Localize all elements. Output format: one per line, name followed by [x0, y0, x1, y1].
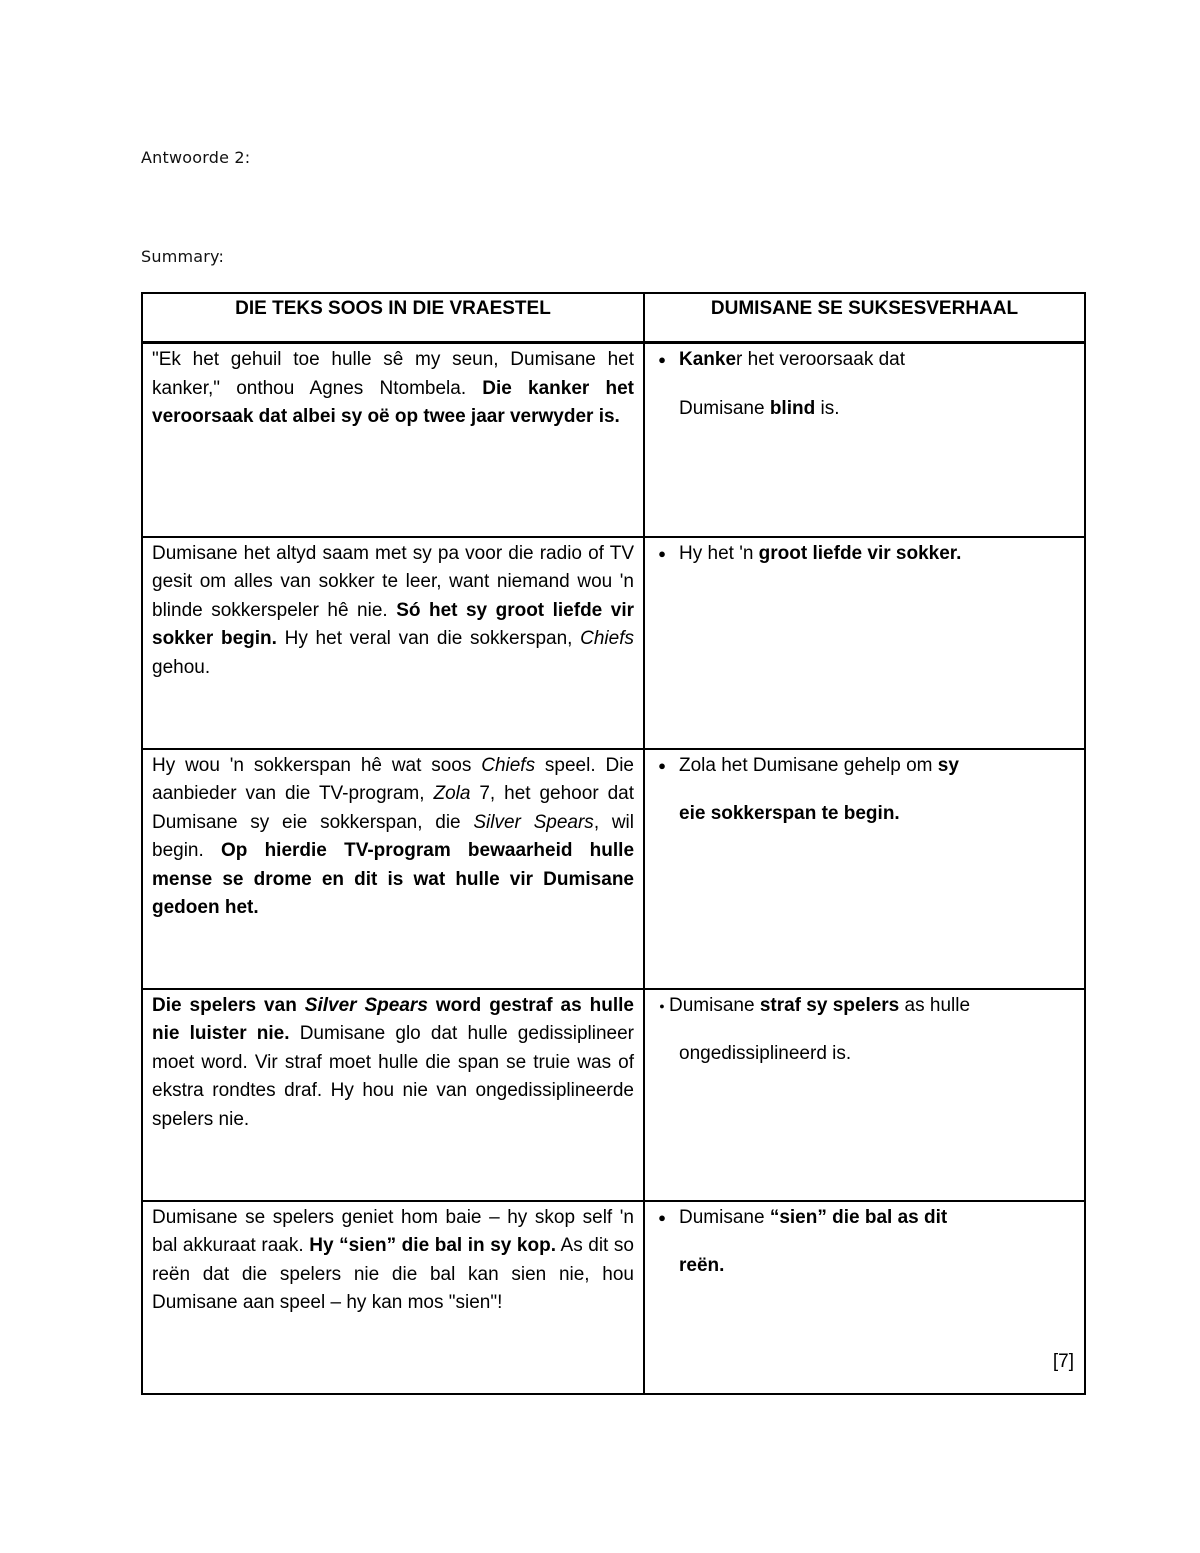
summary-heading: Summary:	[141, 247, 225, 266]
text-run: Dumisane het altyd saam met sy pa voor die radio of TV gesit om alles van sokker te leer, want niemand wou 'n blinde sokkerspeler hê nie.	[152, 542, 634, 621]
marks-total: [7]	[1052, 1351, 1074, 1372]
text-run: Hy het 'n	[679, 542, 759, 564]
summary-line	[645, 1040, 1075, 1069]
exam-text-cell	[142, 537, 644, 749]
text-run: word gestraf as hulle nie luister nie.	[152, 994, 634, 1044]
text-run: eie sokkerspan te begin.	[679, 803, 900, 824]
text-run: , wil begin.	[152, 811, 634, 861]
table-header-row	[142, 293, 1085, 343]
text-run: Hy “sien” die bal in sy kop.	[309, 1235, 556, 1256]
summary-cell	[644, 343, 1085, 537]
column-header-exam-text: DIE TEKS SOOS IN DIE VRAESTEL	[142, 293, 644, 343]
text-run: Silver Spears	[304, 994, 428, 1016]
text-run: Die kanker het veroorsaak dat albei sy oë op twee jaar verwyder is.	[152, 377, 634, 427]
summary-line	[669, 992, 1075, 1021]
text-run: reën.	[679, 1255, 725, 1276]
text-run: Dumisane se spelers geniet hom baie – hy skop self 'n bal akkuraat raak.	[152, 1206, 634, 1256]
bullet-icon: ●	[659, 1000, 665, 1011]
text-run: Chiefs	[580, 628, 634, 649]
text-run: Dumisane	[679, 397, 770, 419]
text-run: as hulle	[899, 994, 971, 1016]
text-run: “sien” die bal as dit	[769, 1206, 948, 1228]
text-run: Zola	[433, 783, 471, 804]
exam-text-cell	[142, 343, 644, 537]
table-row	[142, 749, 1085, 989]
summary-line	[679, 540, 1075, 569]
text-run: r het veroorsaak dat	[736, 349, 906, 370]
bullet-icon: ●	[658, 352, 666, 367]
summary-cell	[644, 537, 1085, 749]
summary-table	[141, 292, 1086, 1395]
summary-cell	[644, 1201, 1085, 1394]
text-run: sy	[937, 754, 959, 776]
table-row	[142, 989, 1085, 1201]
text-run: Kanke	[679, 349, 737, 370]
text-run: straf sy spelers	[759, 994, 900, 1016]
text-run: is.	[815, 397, 840, 419]
column-header-success-story: DUMISANE SE SUKSESVERHAAL	[644, 293, 1085, 343]
text-run: "Ek het gehuil toe hulle sê my seun, Dumisane het kanker," onthou Agnes Ntombela.	[152, 349, 634, 399]
text-run: Dumisane	[669, 994, 760, 1016]
answers-heading: Antwoorde 2:	[141, 148, 251, 167]
text-run: Dumisane glo dat hulle gedissiplineer moet word. Vir straf moet hulle die span se truie was of ekstra rondtes draf. Hy hou nie van ongedissiplineerde spelers nie.	[152, 1023, 634, 1130]
text-run: Hy wou 'n sokkerspan hê wat soos	[152, 754, 482, 776]
summary-line	[679, 752, 1075, 781]
exam-text-cell	[142, 749, 644, 989]
text-run: Chiefs	[481, 754, 536, 776]
text-run: Hy het veral van die sokkerspan,	[276, 628, 581, 649]
text-run: Op hierdie TV-program bewaarheid hulle mense se drome en dit is wat hulle vir Dumisane gedoen het.	[152, 840, 635, 918]
summary-line	[679, 1204, 1075, 1233]
text-run: blind	[769, 397, 816, 419]
summary-line	[645, 1252, 1075, 1281]
exam-text-cell	[142, 1201, 644, 1394]
bullet-icon: ●	[658, 757, 666, 773]
text-run: Zola het Dumisane gehelp om	[679, 754, 938, 776]
summary-cell	[644, 749, 1085, 989]
text-run: Die spelers van	[152, 994, 305, 1016]
text-run: Silver Spears	[473, 811, 594, 833]
table-row	[142, 1201, 1085, 1394]
summary-cell	[644, 989, 1085, 1201]
text-run: Só het sy groot liefde vir sokker begin.	[152, 599, 634, 649]
summary-line	[645, 395, 1075, 424]
table-row	[142, 343, 1085, 537]
bullet-icon: ●	[658, 1209, 666, 1225]
text-run: gehou.	[152, 656, 211, 678]
text-run: Dumisane	[679, 1206, 770, 1228]
text-run: As dit so reën dat die spelers nie die bal kan sien nie, hou Dumisane aan speel – hy kan mos "sien"!	[152, 1235, 634, 1313]
exam-text-cell	[142, 989, 644, 1201]
table-row	[142, 537, 1085, 749]
bullet-icon: ●	[658, 545, 666, 561]
text-run: ongedissiplineerd is.	[679, 1043, 852, 1064]
text-run: groot liefde vir sokker.	[758, 542, 962, 564]
summary-line	[645, 800, 1075, 829]
summary-line	[679, 346, 1075, 375]
text-run: 7, het gehoor dat Dumisane sy eie sokkerspan, die	[152, 783, 634, 833]
text-run: speel. Die aanbieder van die TV-program,	[152, 754, 634, 804]
